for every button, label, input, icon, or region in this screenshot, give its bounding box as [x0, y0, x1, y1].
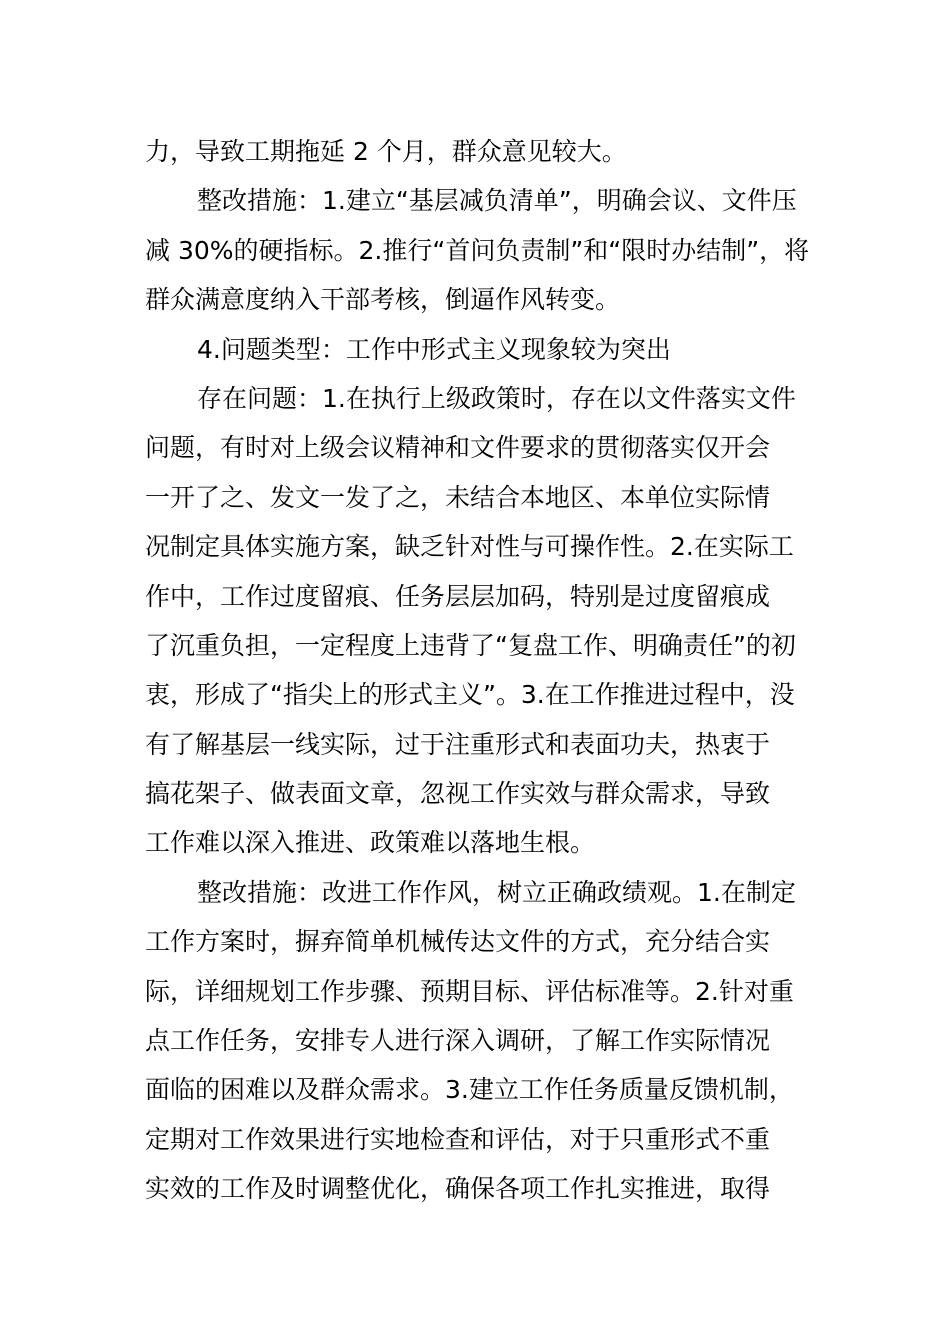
document-body	[145, 127, 810, 1214]
text-line: 工作方案时，摒弃简单机械传达文件的方式，充分结合实	[145, 927, 771, 957]
text-line: 一开了之、发文一发了之，未结合本地区、本单位实际情	[145, 482, 771, 512]
text-line: 问题，有时对上级会议精神和文件要求的贯彻落实仅开会	[145, 433, 771, 463]
text-line: 衷，形成了“指尖上的形式主义”。3.在工作推进过程中，没	[145, 680, 795, 710]
text-line: 面临的困难以及群众需求。3.建立工作任务质量反馈机制，	[145, 1075, 794, 1105]
text-line: 群众满意度纳入干部考核，倒逼作风转变。	[145, 285, 621, 315]
text-line: 整改措施：1.建立“基层减负清单”，明确会议、文件压	[197, 186, 797, 216]
text-line: 有了解基层一线实际，过于注重形式和表面功夫，热衷于	[145, 729, 771, 759]
text-line: 减 30%的硬指标。2.推行“首问负责制”和“限时办结制”，将	[145, 235, 810, 265]
section-heading: 4.问题类型：工作中形式主义现象较为突出	[197, 334, 671, 364]
text-line: 搞花架子、做表面文章，忽视工作实效与群众需求，导致	[145, 779, 771, 809]
text-line: 况制定具体实施方案，缺乏针对性与可操作性。2.在实际工	[145, 532, 794, 562]
text-line: 整改措施：改进工作作风，树立正确政绩观。1.在制定	[197, 877, 796, 907]
text-line: 力，导致工期拖延 2 个月，群众意见较大。	[145, 137, 627, 166]
text-line: 存在问题：1.在执行上级政策时，存在以文件落实文件	[197, 383, 796, 413]
text-line: 作中，工作过度留痕、任务层层加码，特别是过度留痕成	[145, 581, 771, 611]
text-line: 工作难以深入推进、政策难以落地生根。	[145, 828, 596, 858]
text-line: 点工作任务，安排专人进行深入调研，了解工作实际情况	[145, 1026, 771, 1056]
text-line: 定期对工作效果进行实地检查和评估，对于只重形式不重	[145, 1124, 771, 1154]
text-line: 实效的工作及时调整优化，确保各项工作扎实推进，取得	[145, 1174, 771, 1204]
text-line: 际，详细规划工作步骤、预期目标、评估标准等。2.针对重	[145, 976, 794, 1006]
text-line: 了沉重负担，一定程度上违背了“复盘工作、明确责任”的初	[145, 630, 796, 660]
